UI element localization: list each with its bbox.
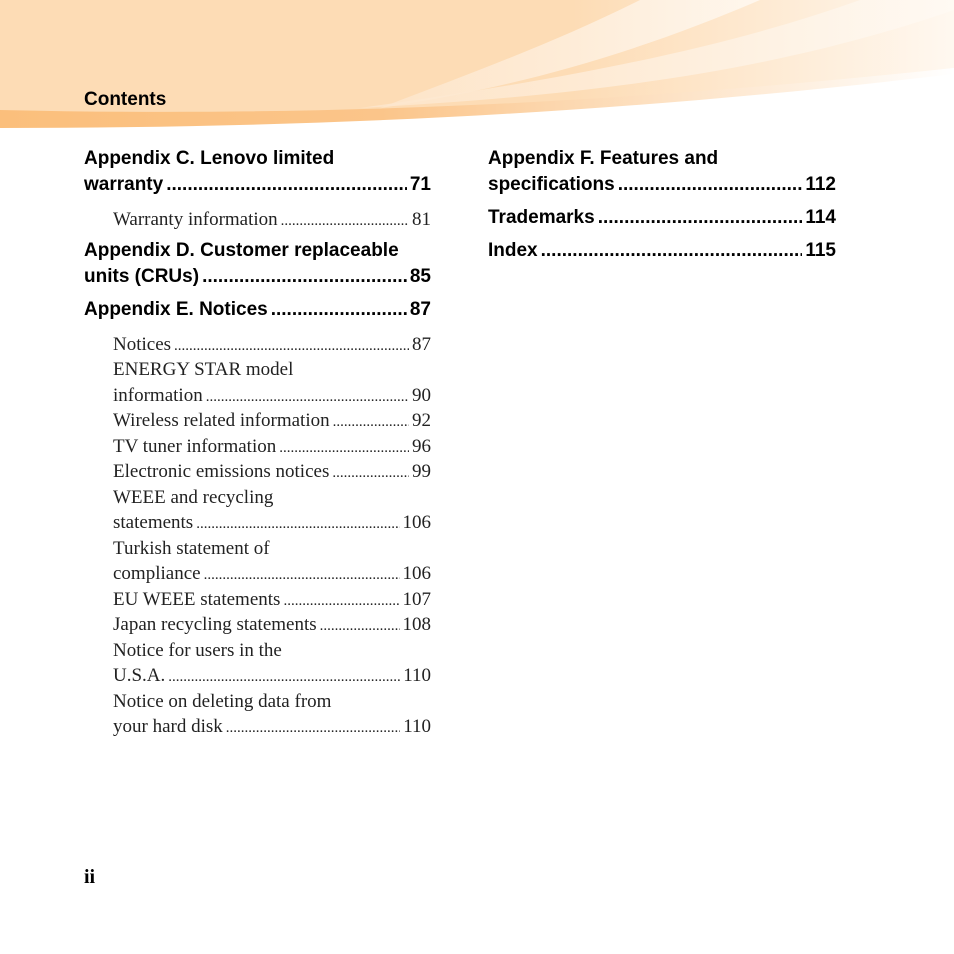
toc-entry-title: Wireless related information [113, 410, 330, 431]
dot-leader [166, 174, 407, 200]
toc-entry-line [113, 587, 431, 613]
toc-entry[interactable] [84, 459, 431, 485]
toc-entry-title: Japan recycling statements [113, 614, 317, 635]
dot-leader [281, 207, 409, 233]
toc-entry-title: Notice on deleting data from [113, 690, 332, 712]
dot-leader [333, 408, 409, 434]
dot-leader [283, 587, 399, 613]
toc-entry-title: Notices [113, 333, 172, 355]
toc-entry-title: Appendix E. Notices [84, 298, 268, 320]
toc-entry-title: compliance [113, 563, 201, 584]
toc-entry-line [84, 299, 431, 325]
toc-entry-page: 106 [402, 563, 431, 584]
toc-entry-page: 114 [805, 207, 836, 228]
toc-column-right [488, 148, 836, 273]
toc-entry-line [84, 266, 431, 292]
toc-entry-line [113, 612, 431, 638]
toc-entry-title: Warranty information [113, 209, 278, 230]
toc-entry-page: 107 [402, 588, 431, 610]
toc-entry[interactable] [84, 148, 431, 200]
toc-entry-line [113, 638, 431, 664]
toc-entry-line [113, 714, 431, 740]
toc-entry-title: Appendix C. Lenovo limited [84, 148, 335, 169]
toc-entry-page: 96 [412, 435, 431, 457]
toc-entry-title: your hard disk [113, 716, 223, 737]
toc-entry-page: 106 [402, 512, 431, 533]
dot-leader [206, 383, 409, 409]
toc-entry[interactable] [84, 299, 431, 325]
toc-entry-line [488, 207, 836, 233]
toc-entry[interactable] [84, 408, 431, 434]
toc-entry-title: information [113, 384, 203, 406]
toc-column-left [84, 148, 431, 740]
toc-entry-line [113, 207, 431, 233]
dot-leader [202, 266, 407, 292]
toc-entry[interactable] [84, 207, 431, 233]
toc-entry-line [113, 357, 431, 383]
toc-entry-line [113, 332, 431, 358]
toc-entry-title: Index [488, 240, 538, 261]
toc-entry-line [113, 383, 431, 409]
dot-leader [332, 459, 409, 485]
toc-entry-title: specifications [488, 174, 615, 195]
toc-entry[interactable] [84, 357, 431, 408]
dot-leader [320, 612, 400, 638]
toc-entry-page: 99 [412, 461, 431, 482]
toc-entry-line [488, 174, 836, 200]
dot-leader [174, 332, 409, 358]
toc-entry-page: 110 [403, 716, 431, 737]
toc-entry[interactable] [84, 689, 431, 740]
toc-entry[interactable] [84, 612, 431, 638]
toc-entry-page: 85 [409, 265, 431, 287]
toc-entry[interactable] [84, 434, 431, 460]
toc-entry-title: Notice for users in the [113, 639, 282, 661]
dot-leader [226, 714, 400, 740]
header-swoosh-decoration [0, 0, 954, 135]
toc-entry[interactable] [84, 485, 431, 536]
dot-leader [618, 174, 803, 200]
toc-entry-title: ENERGY STAR model [113, 359, 294, 380]
toc-entry-line [84, 174, 431, 200]
toc-entry-page: 110 [403, 665, 431, 686]
toc-entry-line [113, 561, 431, 587]
toc-entry-page: 92 [412, 410, 431, 431]
dot-leader [598, 207, 803, 233]
toc-entry-page: 87 [409, 298, 431, 320]
toc-entry[interactable] [84, 587, 431, 613]
toc-entry-title: Turkish statement of [113, 537, 270, 559]
dot-leader [196, 510, 399, 536]
toc-entry-page: 90 [412, 384, 431, 406]
page-title: Contents [84, 89, 167, 110]
toc-entry-title: Trademarks [488, 207, 595, 228]
toc-entry-page: 115 [805, 240, 836, 261]
dot-leader [271, 299, 407, 325]
toc-entry-title: EU WEEE statements [113, 588, 281, 610]
toc-entry-title: warranty [84, 174, 164, 195]
toc-entry[interactable] [84, 240, 431, 292]
toc-entry-line [113, 510, 431, 536]
toc-entry-line [113, 434, 431, 460]
toc-entry-title: U.S.A. [113, 665, 166, 686]
toc-entry-line [488, 240, 836, 266]
toc-entry-title: Electronic emissions notices [113, 461, 330, 482]
toc-entry-title: TV tuner information [113, 435, 277, 457]
toc-entry-page: 112 [805, 174, 836, 195]
page-number: ii [84, 866, 96, 888]
dot-leader [168, 663, 400, 689]
toc-entry-line [113, 408, 431, 434]
toc-entry-page: 81 [412, 209, 431, 230]
toc-entry-page: 108 [402, 614, 431, 635]
toc-entry[interactable] [84, 536, 431, 587]
toc-entry-title: Appendix D. Customer replaceable [84, 239, 399, 261]
toc-entry[interactable] [488, 148, 836, 200]
toc-entry-title: WEEE and recycling [113, 486, 274, 508]
dot-leader [541, 240, 803, 266]
toc-entry-page: 71 [409, 174, 431, 195]
toc-entry-page: 87 [412, 333, 431, 355]
toc-entry-line [113, 485, 431, 511]
dot-leader [279, 434, 409, 460]
toc-entry-line [488, 148, 836, 174]
toc-entry[interactable] [84, 332, 431, 358]
toc-entry-title: statements [113, 512, 194, 533]
toc-entry-line [113, 663, 431, 689]
toc-entry-line [84, 148, 431, 174]
dot-leader [204, 561, 400, 587]
toc-entry-line [113, 536, 431, 562]
toc-entry[interactable] [84, 638, 431, 689]
toc-entry-line [113, 689, 431, 715]
toc-entry-line [84, 240, 431, 266]
toc-entry-title: units (CRUs) [84, 265, 200, 287]
toc-entry[interactable] [488, 240, 836, 266]
toc-entry-title: Appendix F. Features and [488, 148, 719, 169]
toc-entry-line [113, 459, 431, 485]
toc-entry[interactable] [488, 207, 836, 233]
